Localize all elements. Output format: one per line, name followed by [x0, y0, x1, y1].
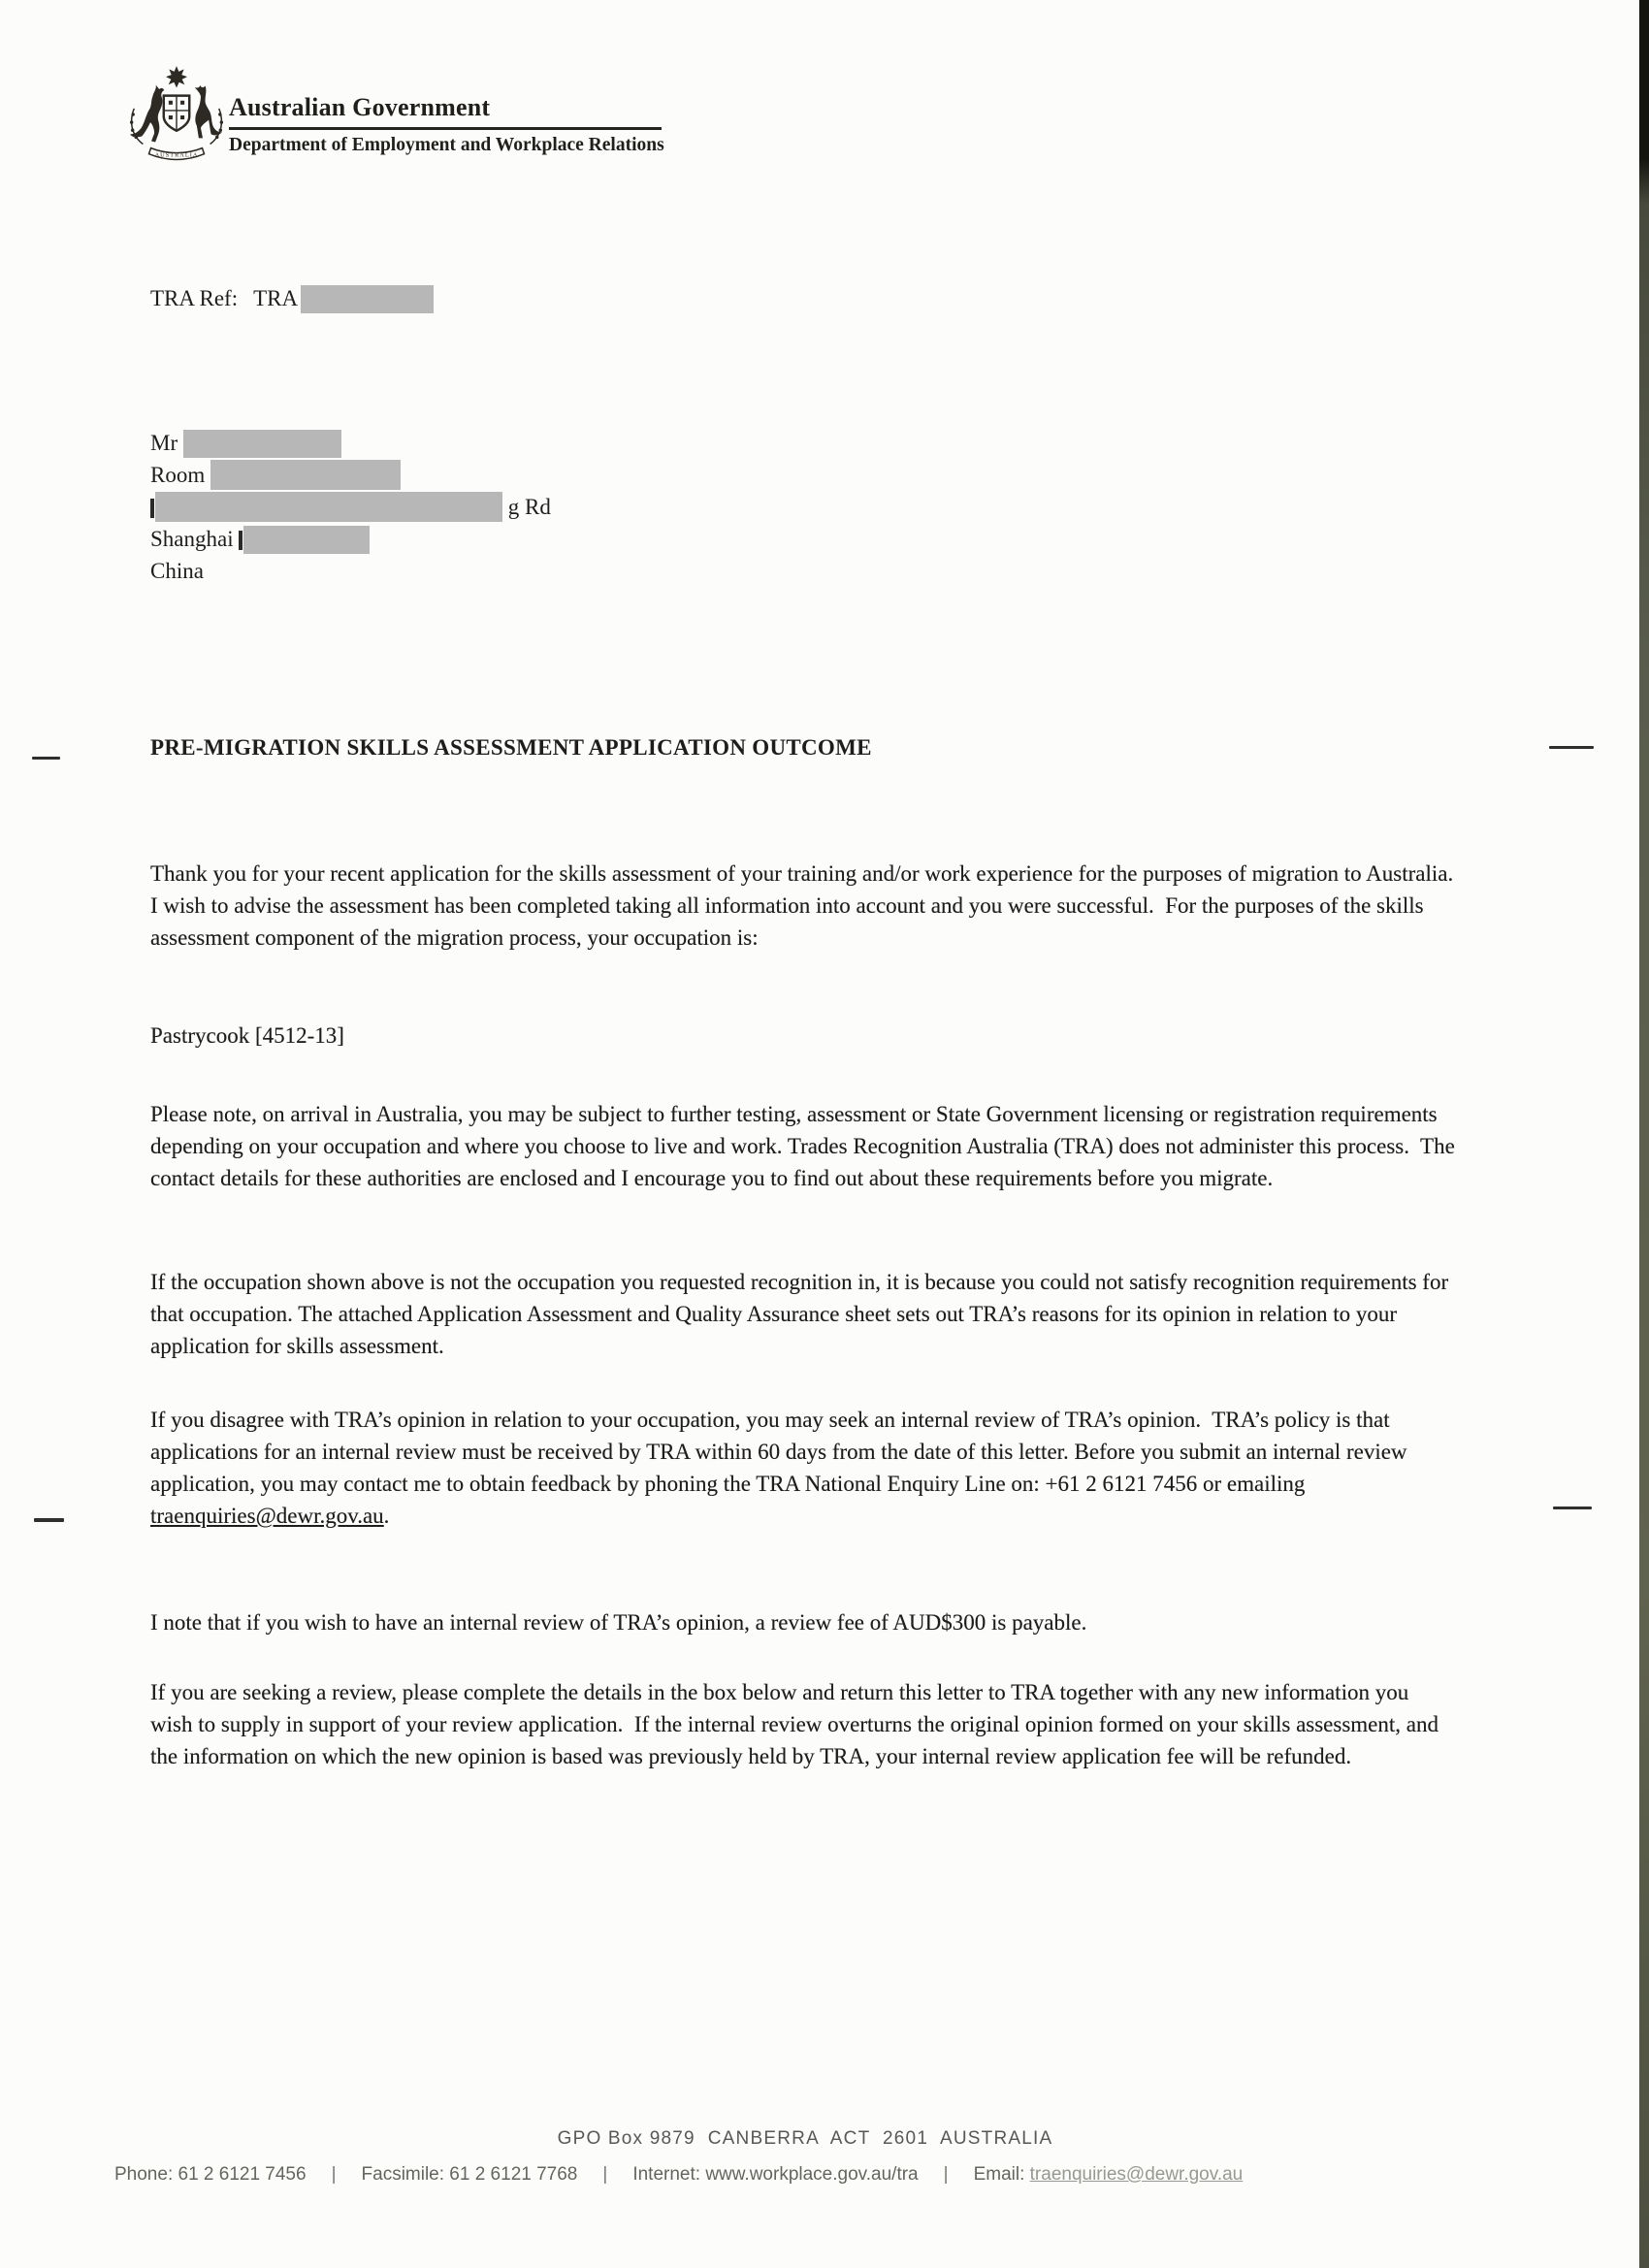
letterhead	[229, 93, 490, 122]
redaction-box-name	[183, 430, 341, 458]
footer-phone: Phone: 61 2 6121 7456	[114, 2164, 307, 2185]
occupation-result: Pastrycook [4512-13]	[150, 1023, 344, 1048]
right-margin-mark	[1553, 1507, 1592, 1509]
department-title: Department of Employment and Workplace Relations	[229, 135, 664, 155]
paragraph-please-note: Please note, on arrival in Australia, you may be subject to further testing, assessment or State Government licensing or registration requirements depending on your occupation and where you choose to live and work. Trades Recognition Australia (TRA) does not administer this process. The contact details for these authorities are enclosed and I encourage you to find out about these requirements before you migrate.	[150, 1102, 1461, 1190]
street-suffix-text: g Rd	[507, 495, 551, 519]
redaction-box-city	[243, 526, 370, 554]
paragraph-internal-review	[150, 1404, 1455, 1532]
room-label-text: Room	[150, 463, 206, 487]
footer-internet: Internet: www.workplace.gov.au/tra	[632, 2164, 919, 2185]
paragraph-review-fee: I note that if you wish to have an internal review of TRA’s opinion, a review fee of AUD$300 is payable.	[150, 1610, 1087, 1635]
paragraph-thank-you: Thank you for your recent application for the skills assessment of your training and/or work experience for the purposes of migration to Australia. I wish to advise the assessment has been completed taking all information into account and you were successful. For the purposes of the skills assessment component of the migration process, your occupation is:	[150, 861, 1465, 950]
address-line-city	[150, 523, 551, 555]
city-text: Shanghai	[150, 527, 234, 551]
left-margin-mark	[34, 1518, 64, 1522]
footer-email-label: Email:	[973, 2164, 1030, 2185]
footer-postal-address: GPO Box 9879 CANBERRA ACT 2601 AUSTRALIA	[557, 2128, 1053, 2149]
recipient-address-block	[150, 427, 551, 587]
redaction-box-reference	[301, 285, 434, 313]
letter-title: PRE-MIGRATION SKILLS ASSESSMENT APPLICATION OUTCOME	[150, 735, 872, 760]
coat-of-arms-banner-text: AUSTRALIA	[154, 151, 199, 159]
footer-email-group	[974, 2164, 1244, 2186]
salutation-text: Mr	[150, 431, 178, 455]
tra-ref-label: TRA Ref:	[150, 286, 239, 310]
country-text: China	[150, 559, 204, 583]
internal-review-text: If you disagree with TRA’s opinion in relation to your occupation, you may seek an internal review of TRA’s opinion. TRA’s policy is that applications for an internal review must be received by TRA within 60 days from the date of this letter. Before you submit an internal review application, you may contact me to obtain feedback by phoning the TRA National Enquiry Line on: +61 2 6121 7456 or emailing	[150, 1408, 1413, 1496]
footer-separator: |	[602, 2164, 608, 2185]
tra-enquiries-email-link: traenquiries@dewr.gov.au	[150, 1504, 384, 1528]
footer-separator: |	[331, 2164, 337, 2185]
redaction-box-street	[155, 492, 502, 522]
scan-edge-artifact	[1639, 0, 1649, 2268]
right-margin-mark	[1549, 746, 1594, 749]
footer-separator: |	[943, 2164, 949, 2185]
footer-facsimile: Facsimile: 61 2 6121 7768	[361, 2164, 578, 2185]
sentence-period: .	[383, 1504, 390, 1528]
paragraph-occupation-shown: If the occupation shown above is not the occupation you requested recognition in, it is because you could not satisfy recognition requirements for that occupation. The attached Application Assessment and Quality Assurance sheet sets out TRA’s reasons for its opinion in relation to your application for skills assessment.	[150, 1270, 1454, 1358]
address-line-name	[150, 427, 551, 459]
australian-coat-of-arms-logo	[122, 64, 231, 165]
footer-contact-line	[114, 2164, 1521, 2186]
tra-reference-line	[150, 285, 434, 313]
paragraph-seeking-review: If you are seeking a review, please complete the details in the box below and return this letter to TRA together with any new information you wish to supply in support of your review application. If the internal review overturns the original opinion formed on your skills assessment, and the information on which the new opinion is based was previously held by TRA, your internal review application fee will be refunded.	[150, 1680, 1444, 1768]
tra-ref-prefix: TRA	[253, 286, 299, 310]
letterhead-divider	[229, 127, 662, 130]
government-title: Australian Government	[229, 93, 491, 121]
redaction-box-room	[210, 460, 401, 490]
obscured-character-fragment	[150, 499, 154, 518]
obscured-character-fragment	[239, 531, 242, 550]
footer-email-link: traenquiries@dewr.gov.au	[1029, 2164, 1244, 2185]
address-line-country	[150, 555, 551, 587]
address-line-street	[150, 491, 551, 523]
left-margin-mark	[32, 757, 60, 760]
address-line-room	[150, 459, 551, 491]
